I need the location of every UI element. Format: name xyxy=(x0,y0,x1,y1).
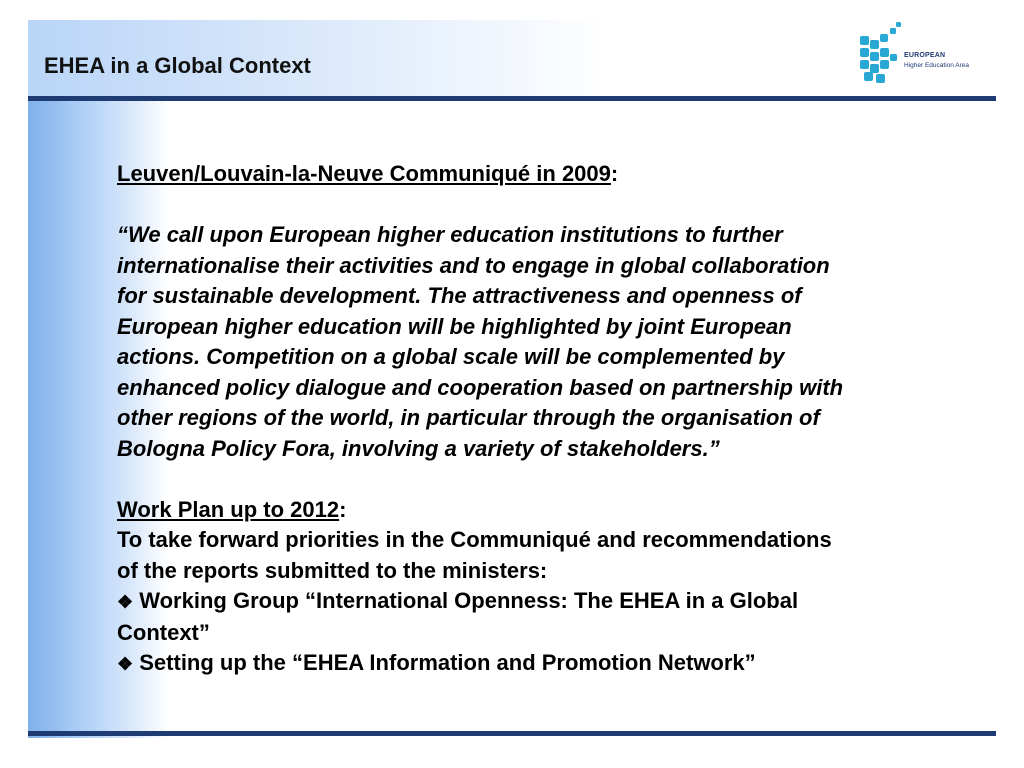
slide-body xyxy=(117,159,985,680)
quote-line: for sustainable development. The attractiveness and openness of xyxy=(117,283,802,308)
slide-title: EHEA in a Global Context xyxy=(44,53,311,78)
logo-subtitle: Higher Education Area xyxy=(904,62,970,69)
quote-line: other regions of the world, in particular through the organisation of xyxy=(117,405,820,430)
diamond-bullet-icon: ❖ xyxy=(117,592,134,612)
quote-line: actions. Competition on a global scale will be complemented by xyxy=(117,344,785,369)
spacer xyxy=(117,464,985,495)
workplan-heading xyxy=(117,495,985,526)
bullet-text: Setting up the “EHEA Information and Promotion Network” xyxy=(133,650,756,675)
bullet-item xyxy=(117,648,985,680)
workplan-intro-line: of the reports submitted to the ministers: xyxy=(117,557,548,583)
ehea-logo xyxy=(856,22,986,90)
ehea-puzzle-logo-icon xyxy=(856,22,904,90)
quote-line: internationalise their activities and to engage in global collaboration xyxy=(117,252,830,278)
workplan-intro-line: To take forward priorities in the Communiqué and recommendations xyxy=(117,527,832,552)
bullet-text: Working Group “International Openness: The EHEA in a Global xyxy=(133,588,799,613)
quote-line: European higher education will be highlighted by joint European xyxy=(117,313,792,339)
quote-line: Bologna Policy Fora, involving a variety of stakeholders.” xyxy=(117,435,720,461)
heading-colon: : xyxy=(610,161,619,186)
quote-line: “We call upon European higher education institutions to further xyxy=(117,222,783,247)
top-divider xyxy=(28,96,996,101)
diamond-bullet-icon: ❖ xyxy=(117,654,134,674)
communique-heading-text: Leuven/Louvain-la-Neuve Communiqué in 2009 xyxy=(117,161,611,186)
quote-line: enhanced policy dialogue and cooperation based on partnership with xyxy=(117,374,844,400)
bullet-item xyxy=(117,586,985,618)
bottom-divider xyxy=(28,731,996,736)
communique-heading xyxy=(117,159,985,190)
communique-quote xyxy=(117,220,985,464)
workplan-heading-text: Work Plan up to 2012 xyxy=(117,496,340,522)
bullet-continuation: Context” xyxy=(117,619,210,645)
logo-name: EUROPEAN xyxy=(904,52,946,59)
spacer xyxy=(117,190,985,221)
heading-colon: : xyxy=(339,496,347,522)
